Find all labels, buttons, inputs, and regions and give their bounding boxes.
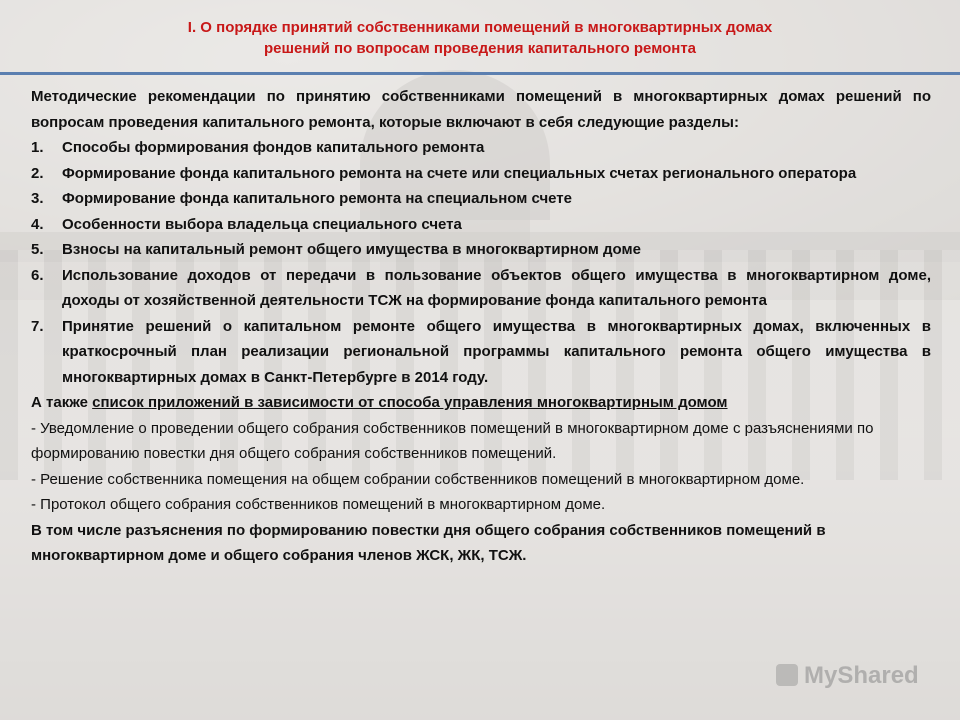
section-number: 6. (31, 266, 44, 284)
slide-header (0, 0, 960, 74)
section-text: Формирование фонда капитального ремонта на счете или специальных счетах регионального оператора (62, 164, 857, 182)
intro-paragraph: Методические рекомендации по принятию собственниками помещений в многоквартирных домах решений по вопросам проведения капитального ремонта, которые включают в себя следующие разделы: (31, 88, 931, 131)
watermark (776, 662, 936, 692)
appendix-list-link[interactable]: список приложений в зависимости от способа управления многоквартирным домом (92, 394, 728, 411)
appendix-heading (31, 390, 931, 416)
section-item (31, 212, 931, 238)
closing-paragraph: В том числе разъяснения по формированию повестки дня общего собрания собственников помещений в многоквартирном доме и общего собрания членов ЖСК, ЖК, ТСЖ. (31, 521, 826, 564)
section-text: Использование доходов от передачи в пользование объектов общего имущества в многоквартирном доме, доходы от хозяйственной деятельности ТСЖ на формирование фонда капитального ремонта (62, 266, 931, 309)
section-text: Способы формирования фондов капитального ремонта (62, 139, 485, 156)
section-number: 2. (31, 164, 44, 182)
section-item (31, 237, 931, 263)
section-text: Принятие решений о капитальном ремонте общего имущества в многоквартирных домах, включенных в краткосрочный план реализации региональной программы капитального ремонта общего имущества в многоквартирных домах в Санкт-Петербурге в 2014 году. (62, 317, 931, 386)
slide-title-line-2: решений по вопросам проведения капитального ремонта (263, 40, 697, 57)
section-text: Особенности выбора владельца специального счета (62, 215, 462, 233)
section-item (31, 161, 931, 187)
appendix-item: - Уведомление о проведении общего собрания собственников помещений в многоквартирном доме с разъяснениями по формированию повестки дня общего собрания собственников помещений. (31, 419, 874, 462)
watermark-logo-icon (776, 664, 798, 686)
section-item (31, 263, 931, 314)
slide-title-line-1: I. О порядке принятий собственниками помещений в многоквартирных домах (187, 19, 773, 36)
section-item (31, 186, 931, 212)
header-divider (0, 72, 960, 75)
appendix-item: - Протокол общего собрания собственников помещений в многоквартирном доме. (31, 496, 606, 513)
section-item (31, 135, 931, 161)
appendix-item: - Решение собственника помещения на общем собрании собственников помещений в многоквартирном доме. (31, 470, 805, 488)
watermark-text: MyShared (804, 662, 919, 689)
slide-body (31, 84, 931, 569)
section-number: 4. (31, 215, 44, 233)
section-text: Взносы на капитальный ремонт общего имущества в многоквартирном доме (62, 241, 641, 258)
section-number: 3. (31, 190, 44, 207)
section-text: Формирование фонда капитального ремонта на специальном счете (62, 190, 572, 207)
appendix-heading-prefix: А также (31, 394, 93, 411)
section-number: 5. (31, 241, 44, 258)
section-number: 7. (31, 317, 44, 335)
section-item (31, 314, 931, 391)
sections-list (31, 135, 931, 390)
section-number: 1. (31, 139, 44, 156)
